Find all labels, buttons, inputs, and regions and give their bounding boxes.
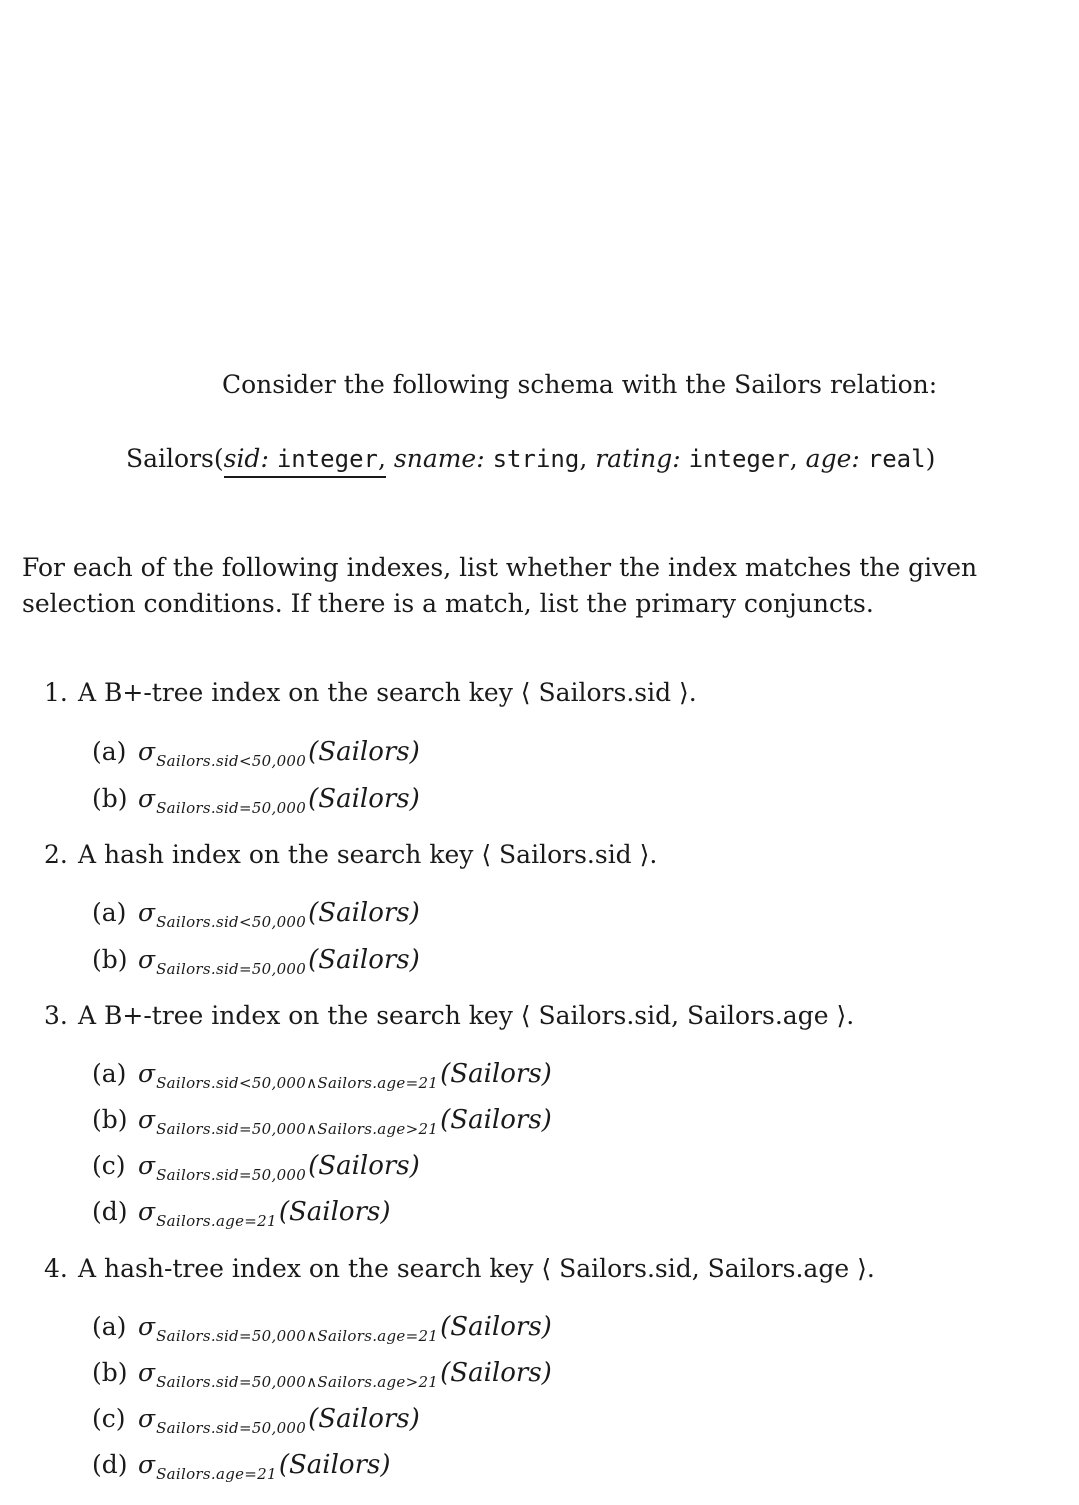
selection-condition: Sailors.age=21 (156, 1465, 277, 1483)
sub-question (92, 1197, 391, 1230)
sub-question (92, 1450, 391, 1483)
sigma-symbol: σ (138, 1312, 156, 1341)
sub-question (92, 784, 420, 817)
sub-label: (d) (92, 1450, 128, 1479)
sub-label: (b) (92, 1358, 128, 1387)
schema-field-type: string (492, 445, 580, 473)
sub-label: (b) (92, 784, 128, 813)
sub-question (92, 1404, 420, 1437)
schema-field-type: real (867, 445, 926, 473)
schema-separator: , (579, 444, 588, 473)
question-number: 3. (44, 1001, 68, 1030)
selection-condition: Sailors.sid<50,000 (156, 752, 307, 770)
schema-field-name: sname: (393, 444, 485, 473)
schema-separator: , (377, 444, 386, 473)
relation-argument: (Sailors) (278, 1197, 391, 1227)
selection-condition: Sailors.sid=50,000∧Sailors.age>21 (156, 1120, 439, 1138)
sub-label: (b) (92, 945, 128, 974)
selection-condition: Sailors.sid<50,000 (156, 913, 307, 931)
relation-argument: (Sailors) (440, 1312, 552, 1342)
relation-argument: (Sailors) (440, 1105, 552, 1135)
sub-question (92, 945, 420, 978)
selection-condition: Sailors.sid=50,000 (156, 1419, 307, 1437)
schema-field-type: integer (688, 445, 790, 473)
question-text: A B+-tree index on the search key ⟨ Sailors.sid, Sailors.age ⟩. (78, 1001, 855, 1030)
sigma-symbol: σ (138, 1105, 156, 1134)
selection-condition: Sailors.sid=50,000∧Sailors.age=21 (156, 1327, 439, 1345)
sigma-symbol: σ (138, 1450, 156, 1479)
sub-question (92, 737, 420, 770)
selection-condition: Sailors.age=21 (156, 1212, 277, 1230)
sub-label: (a) (92, 1059, 127, 1088)
sub-label: (a) (92, 737, 127, 766)
sigma-symbol: σ (138, 784, 156, 813)
selection-condition: Sailors.sid=50,000∧Sailors.age>21 (156, 1373, 439, 1391)
sigma-symbol: σ (138, 1151, 156, 1180)
relation-argument: (Sailors) (308, 945, 420, 975)
sub-question (92, 1059, 552, 1092)
question-item (44, 840, 657, 870)
question-number: 1. (44, 678, 68, 707)
sigma-symbol: σ (138, 945, 156, 974)
relation-argument: (Sailors) (440, 1059, 552, 1089)
sigma-symbol: σ (138, 737, 156, 766)
question-item (44, 1001, 854, 1031)
relation-argument: (Sailors) (308, 1404, 420, 1434)
sub-question (92, 898, 420, 931)
sub-label: (c) (92, 1404, 126, 1433)
relation-argument: (Sailors) (308, 1151, 420, 1181)
sub-label: (d) (92, 1197, 128, 1226)
sub-label: (b) (92, 1105, 128, 1134)
schema-separator: , (789, 444, 798, 473)
sub-question (92, 1105, 552, 1138)
question-item (44, 1254, 875, 1284)
question-item (44, 678, 697, 708)
question-number: 4. (44, 1254, 68, 1283)
sigma-symbol: σ (138, 1404, 156, 1433)
relation-argument: (Sailors) (308, 784, 420, 814)
sigma-symbol: σ (138, 1358, 156, 1387)
selection-condition: Sailors.sid=50,000 (156, 1166, 307, 1184)
selection-condition: Sailors.sid<50,000∧Sailors.age=21 (156, 1074, 439, 1092)
sub-question (92, 1151, 420, 1184)
selection-condition: Sailors.sid=50,000 (156, 960, 307, 978)
intro-text: Consider the following schema with the Sailors relation: (222, 370, 938, 399)
sigma-symbol: σ (138, 898, 156, 927)
relation-argument: (Sailors) (308, 898, 420, 928)
instructions-paragraph: For each of the following indexes, list whether the index matches the given selection conditions. If there is a match, list the primary conjuncts. (22, 553, 978, 618)
schema-field-name: rating: (595, 444, 681, 473)
sub-question (92, 1358, 552, 1391)
relation-argument: (Sailors) (308, 737, 420, 767)
schema-primary-key (224, 444, 386, 478)
question-text: A hash-tree index on the search key ⟨ Sailors.sid, Sailors.age ⟩. (78, 1254, 875, 1283)
schema-field-name: sid: (223, 444, 269, 473)
relation-argument: (Sailors) (278, 1450, 391, 1480)
schema-relation-name: Sailors( (126, 444, 224, 473)
sigma-symbol: σ (138, 1197, 156, 1226)
schema-definition (126, 444, 935, 474)
schema-field-type: integer (276, 445, 378, 473)
question-number: 2. (44, 840, 68, 869)
sub-question (92, 1312, 552, 1345)
question-text: A B+-tree index on the search key ⟨ Sailors.sid ⟩. (78, 678, 697, 707)
sigma-symbol: σ (138, 1059, 156, 1088)
schema-close-paren: ) (925, 444, 936, 473)
sub-label: (a) (92, 1312, 127, 1341)
selection-condition: Sailors.sid=50,000 (156, 799, 307, 817)
question-text: A hash index on the search key ⟨ Sailors.sid ⟩. (78, 840, 658, 869)
sub-label: (a) (92, 898, 127, 927)
relation-argument: (Sailors) (440, 1358, 552, 1388)
sub-label: (c) (92, 1151, 126, 1180)
schema-field-name: age: (805, 444, 860, 473)
